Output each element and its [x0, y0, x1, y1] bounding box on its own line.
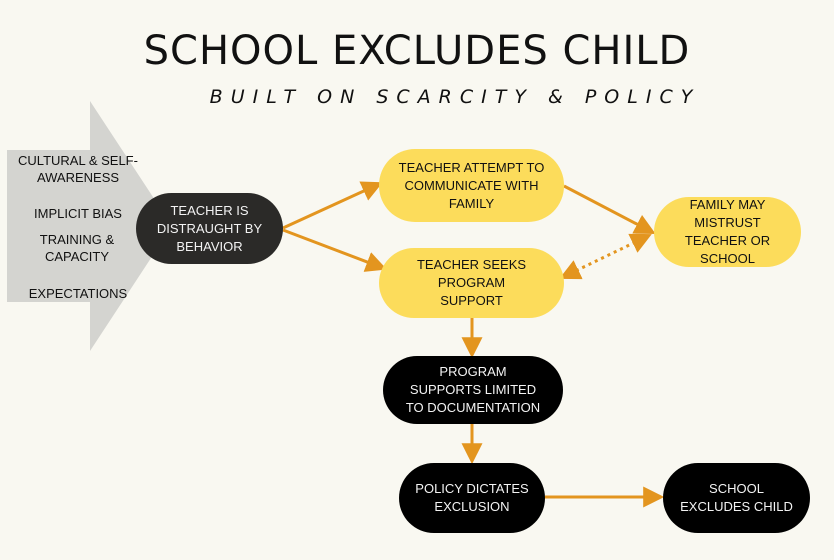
arrow-item-expectations: EXPECTATIONS	[28, 286, 128, 301]
page-subtitle: BUILT ON SCARCITY & POLICY	[209, 86, 701, 108]
node-teacher-communicate-label: TEACHER ATTEMPT TO COMMUNICATE WITH FAMILY	[398, 159, 545, 211]
node-teacher-distraught-label: TEACHER IS DISTRAUGHT BY BEHAVIOR	[156, 202, 263, 254]
connector-family-to-seeks-dotted	[563, 236, 648, 277]
arrow-item-implicit-bias: IMPLICIT BIAS	[34, 206, 122, 221]
arrow-item-cultural-awareness: CULTURAL & SELF-AWARENESS	[18, 153, 138, 185]
node-school-excludes	[663, 463, 810, 533]
node-policy-dictates-label: POLICY DICTATES EXCLUSION	[415, 481, 529, 514]
node-family-mistrust-label: FAMILY MAY MISTRUST TEACHER OR SCHOOL	[684, 197, 771, 266]
connector-distraught-to-seeks	[283, 230, 383, 268]
node-school-excludes-label: SCHOOL EXCLUDES CHILD	[680, 481, 793, 514]
node-teacher-communicate	[379, 149, 564, 222]
arrow-item-training-capacity: TRAINING & CAPACITY	[39, 232, 115, 264]
node-program-supports-label: PROGRAM SUPPORTS LIMITED TO DOCUMENTATION	[405, 364, 541, 415]
node-teacher-seeks	[379, 248, 564, 318]
node-teacher-seeks-label: TEACHER SEEKS PROGRAM SUPPORT	[416, 257, 527, 308]
page-title: SCHOOL EXCLUDES CHILD	[143, 28, 691, 74]
node-policy-dictates	[399, 463, 545, 533]
node-teacher-distraught	[136, 193, 283, 264]
node-family-mistrust	[654, 197, 801, 267]
connector-distraught-to-communicate	[283, 184, 379, 228]
connector-communicate-to-family	[564, 186, 652, 232]
node-program-supports	[383, 356, 563, 424]
